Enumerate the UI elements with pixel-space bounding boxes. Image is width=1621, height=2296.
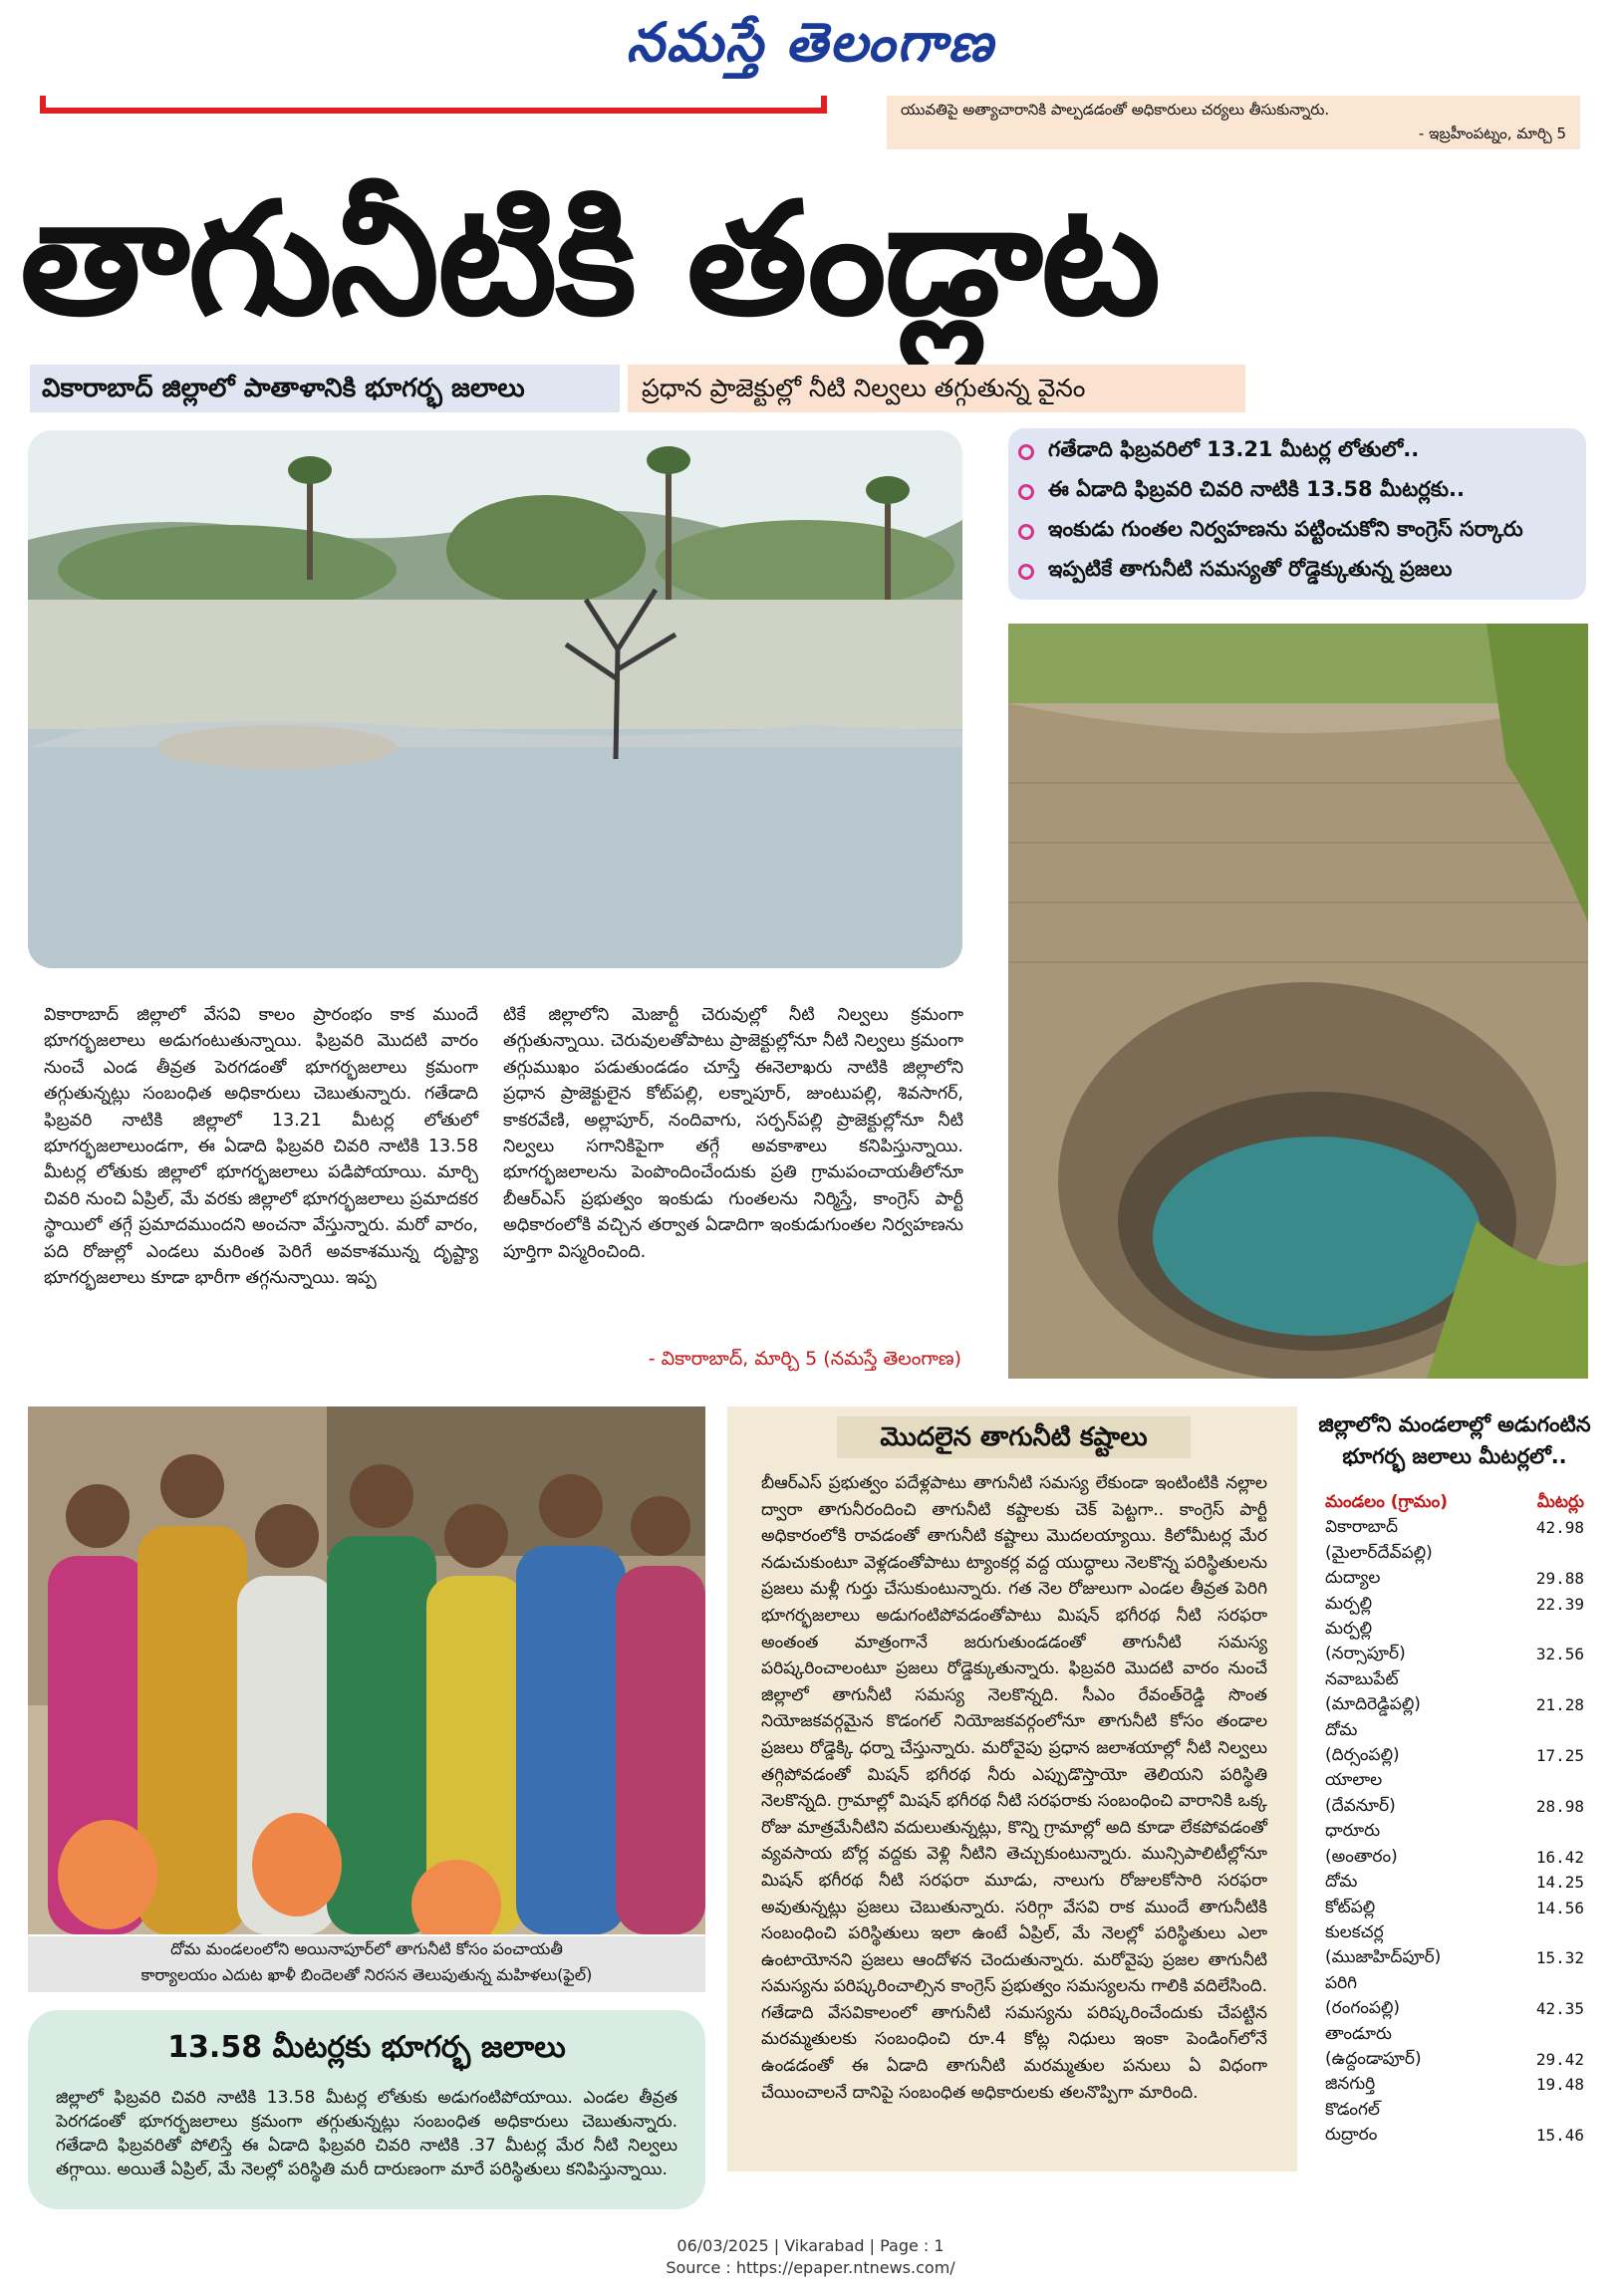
table-header-mandal: మండలం (గ్రామం) [1325, 1492, 1449, 1512]
table-row: (నర్సాపూర్) 32.56 [1325, 1644, 1584, 1664]
top-note-line: యువతిపై అత్యాచారానికి పాల్పడడంతో అధికారులు చర్యలు తీసుకున్నారు. [901, 101, 1330, 119]
highlight-item: గతేడాది ఫిబ్రవరిలో 13.21 మీటర్ల లోతులో.. [1008, 432, 1586, 472]
sidebar-body: బీఆర్‌ఎస్ ప్రభుత్వం పదేళ్లపాటు తాగునీటి సమస్య లేకుండా ఇంటింటికి నల్లాల ద్వారా తాగునీరందించి తాగునీటి కష్టాలకు చెక్ పెట్టగా.. కాంగ్రెస్ పార్టీ అధికారంలోకి రావడంతో తాగునీటి కష్టాలు మొదలయ్యాయి. కిలోమీటర్ల మేర నడుచుకుంటూ వెళ్లడంతోపాటు ట్యాంకర్ల వద్ద యుద్ధాలు నెలకొన్న పరిస్థితులను ప్రజలు మళ్లీ గుర్తు చేసుకుంటున్నారు. గత నెల రోజులుగా ఎండల తీవ్రత పెరిగి భూగర్భజలాలు అడుగంటిపోవడంతోపాటు మిషన్ భగీరథ నీటి సరఫరా అంతంత మాత్రంగానే జరుగుతుండడంతో తాగునీటి సమస్య పరిష్కరించాలంటూ ప్రజలు రోడ్డెక్కుతున్నారు. ఫిబ్రవరి మొదటి వారం నుంచే జిల్లాలో తాగునీటి సమస్య నెలకొన్నది. సీఎం రేవంత్‌రెడ్డి సొంత నియోజకవర్గమైన కొడంగల్ నియోజకవర్గంలోనూ తాగునీటి కోసం తండాల ప్రజలు రోడ్డెక్కి ధర్నా చేస్తున్నారు. మరోవైపు ప్రధాన జలాశయాల్లో నీటి నిల్వలు తగ్గిపోవడంతో మిషన్ భగీరథ నీరు ఎప్పుడొస్తాయో తెలియని పరిస్థితి నెలకొన్నది. గ్రామాల్లో మిషన్ భగీరథ నీటి సరఫరాకు సంబంధించి వారానికి ఒక్క రోజు మాత్రమేనీటిని వదులుతున్నట్లు, కొన్ని గ్రామాల్లో అది కూడా లేకపోవడంతో వ్యవసాయ బోర్ల వద్దకు వెళ్లి నీటిని తెచ్చుకుంటున్నారు. మున్సిపాలిటీల్లోనూ మిషన్ భగీరథ నీటి సరఫరా మూడు, నాలుగు రోజులకోసారి సరఫరా అవుతున్నట్లు ప్రజలు చెబుతున్నారు. సరిగ్గా వేసవి రాక ముందే తాగునీటికి సంబంధించి పరిస్థితులు ఇలా ఉంటే ఏప్రిల్, మే నెలల్లో పరిస్థితులు ఎలా ఉంటాయోనని ప్రజలు ఆందోళన చెందుతున్నారు. మరోవైపు ప్రజల తాగునీటి సమస్యను పరిష్కరించాల్సిన కాంగ్రెస్ ప్రభుత్వం సమస్యలను గాలికి వదిలేసింది. గతేడాది వేసవికాలంలో తాగునీటి సమస్యను పరిష్కరించేందుకు చేపట్టిన మరమ్మతులకు సంబంధించి రూ.4 కోట్ల నిధులు ఇంకా పెండింగ్‌లోనే ఉండడంతో ఈ ఏడాది తాగునీటి మరమ్మతుల పనులు ఏ విధంగా చేయించాలనే దానిపై సంబంధిత అధికారులకు తలనొప్పిగా మారింది. [761, 1473, 1267, 2103]
subhead-right: ప్రధాన ప్రాజెక్టుల్లో నీటి నిల్వలు తగ్గుతున్న వైనం [628, 365, 1245, 412]
caption-line-2: కార్యాలయం ఎదుట ఖాళీ బిందెలతో నిరసన తెలుపుతున్న మహిళలు(ఫైల్) [140, 1965, 593, 1984]
well-photo [1008, 624, 1588, 1379]
top-red-frame [40, 96, 827, 114]
footer-page-info: 06/03/2025 | Vikarabad | Page : 1 [676, 2236, 945, 2255]
headline: తాగునీటికి తండ్లాట [20, 168, 1160, 350]
highlight-item: ఇప్పటికే తాగునీటి సమస్యతో రోడ్డెక్కుతున్న ప్రజలు [1008, 552, 1586, 592]
table-row: (అంతారం) 16.42 [1325, 1846, 1584, 1867]
table-heading: జిల్లాలోని మండలాల్లో అడుగంటిన భూగర్భ జలాలు మీటర్లలో.. [1318, 1412, 1591, 1468]
table-row: నవాబుపేట్ [1325, 1668, 1399, 1689]
bullet-icon [1018, 444, 1034, 460]
groundwater-box-title: 13.58 మీటర్లకు భూగర్భ జలాలు [167, 2030, 566, 2065]
caption-line-1: దోమ మండలంలోని అయినాపూర్‌లో తాగునీటి కోసం పంచాయతీ [170, 1939, 563, 1958]
table-row: (మైలార్‌దేవ్‌పల్లి) [1325, 1542, 1433, 1563]
sidebar-story [727, 1406, 1297, 2171]
table-header-row [1305, 1490, 1604, 1515]
table-row: దుద్యాల 29.88 [1325, 1568, 1584, 1589]
groundwater-box-body: జిల్లాలో ఫిబ్రవరి చివరి నాటికి 13.58 మీటర్ల లోతుకు అడుగంటిపోయాయి. ఎండల తీవ్రత పెరగడంతో భూగర్భజలాలు క్రమంగా తగ్గుతున్నట్లు సంబంధిత అధికారులు చెబుతున్నారు. గతేడాది ఫిబ్రవరితో పోలిస్తే ఈ ఏడాది ఫిబ్రవరి చివరి నాటికి .37 మీటర్ల మేర నీటి నిల్వలు తగ్గాయి. అయితే ఏప్రిల్, మే నెలల్లో పరిస్థితి మరీ దారుణంగా మారే పరిస్థితులు కనిపిస్తున్నాయి. [56, 2088, 677, 2179]
table-row: (దిర్సంపల్లి) 17.25 [1325, 1745, 1584, 1766]
table-row: మర్పల్లి 22.39 [1325, 1593, 1584, 1614]
sidebar-title: మొదలైన తాగునీటి కష్టాలు [837, 1416, 1191, 1458]
article-column-2: టికే జిల్లాలోని మెజార్టీ చెరువుల్లో నీటి నిల్వలు క్రమంగా తగ్గుతున్నాయి. చెరువులతోపాటు ప్రాజెక్టుల్లోనూ నీటి నిల్వలు క్రమంగా తగ్గుముఖం పడుతుండడం చూస్తే ఈనెలాఖరు నాటికి జిల్లాలోని ప్రధాన ప్రాజెక్టులైన కోట్‌పల్లి, లక్నాపూర్, జుంటుపల్లి, శివసాగర్, కాకరవేణి, అల్లాపూర్, నందివాగు, సర్పన్‌పల్లి ప్రాజెక్టుల్లోనూ నీటి నిల్వలు సగానికిపైగా తగ్గే అవకాశాలు కనిపిస్తున్నాయి. భూగర్భజలాలను పెంపొందించేందుకు ప్రతి గ్రామపంచాయతీలోనూ బీఆర్‌ఎస్ ప్రభుత్వం ఇంకుడు గుంతలను నిర్మిస్తే, కాంగ్రెస్ పార్టీ అధికారంలోకి వచ్చిన తర్వాత ఏడాదిగా ఇంకుడుగుంతల నిర్వహణను పూర్తిగా విస్మరించింది. [503, 1005, 963, 1262]
article-dateline: - వికారాబాద్, మార్చి 5 (నమస్తే తెలంగాణ) [648, 1348, 961, 1370]
lake-photo [28, 430, 962, 968]
masthead [0, 0, 1621, 84]
bullet-icon [1018, 564, 1034, 580]
subhead-left: వికారాబాద్ జిల్లాలో పాతాళానికి భూగర్భ జలాలు [30, 365, 620, 412]
table-row: (రంగంపల్లి) 42.35 [1325, 1998, 1584, 2019]
footer-source: Source : https://epaper.ntnews.com/ [666, 2258, 955, 2277]
groundwater-table [1305, 1408, 1604, 2149]
bullet-icon [1018, 524, 1034, 540]
article-column-1: వికారాబాద్ జిల్లాలో వేసవి కాలం ప్రారంభం కాక ముందే భూగర్భజలాలు అడుగంటుతున్నాయి. ఫిబ్రవరి మొదటి వారం నుంచే ఎండ తీవ్రత పెరగడంతో భూగర్భజలాలు క్రమంగా తగ్గుతున్నట్లు సంబంధిత అధికారులు చెబుతున్నారు. గతేడాది ఫిబ్రవరి నాటికి జిల్లాలో 13.21 మీటర్ల లోతులో భూగర్భజలాలుండగా, ఈ ఏడాది ఫిబ్రవరి చివరి నాటికి 13.58 మీటర్ల లోతుకు జిల్లాలో భూగర్భజలాలు పడిపోయాయి. మార్చి చివరి నుంచి ఏప్రిల్, మే వరకు జిల్లాలో భూగర్భజలాలు ప్రమాదకర స్థాయిలో తగ్గే ప్రమాదముందని అంచనా వేస్తున్నారు. మరో వారం, పది రోజుల్లో ఎండలు మరింత పెరిగే అవకాశమున్న దృష్ట్యా భూగర్భజలాలు కూడా భారీగా తగ్గనున్నాయి. ఇప్ప [44, 1005, 478, 1289]
protest-photo [28, 1406, 705, 1934]
photo-caption [28, 1936, 705, 1992]
top-note [887, 96, 1580, 149]
masthead-title: నమస్తే తెలంగాణ [626, 10, 995, 74]
table-row: (దేవనూర్) 28.98 [1325, 1795, 1584, 1816]
table-body [1305, 1515, 1604, 2148]
table-row: వికారాబాద్ 42.98 [1325, 1517, 1584, 1538]
table-header-meters: మీటర్లు [1536, 1492, 1584, 1512]
table-row: (ఉద్దండాపూర్) 29.42 [1325, 2048, 1584, 2069]
table-row: దోమ 14.25 [1325, 1872, 1584, 1893]
page-footer [0, 2235, 1621, 2279]
table-row: కులకచర్ల [1325, 1921, 1384, 1942]
table-row: పరిగి [1325, 1972, 1358, 1993]
table-row: మర్పల్లి [1325, 1619, 1373, 1640]
highlight-item: ఈ ఏడాది ఫిబ్రవరి చివరి నాటికి 13.58 మీటర్లకు.. [1008, 472, 1586, 512]
highlights-box [1008, 428, 1586, 600]
table-row: కోట్‌పల్లి 14.56 [1325, 1897, 1584, 1917]
table-row: దోమ [1325, 1719, 1358, 1740]
table-row: (మాదిరెడ్డిపల్లి) 21.28 [1325, 1694, 1584, 1715]
groundwater-box [28, 2010, 705, 2209]
table-row: (ముజాహిద్‌పూర్) 15.32 [1325, 1947, 1584, 1968]
table-row: యాలాల [1325, 1770, 1383, 1791]
table-row: జినగుర్తి 19.48 [1325, 2074, 1584, 2095]
highlight-item: ఇంకుడు గుంతల నిర్వహణను పట్టించుకోని కాంగ్రెస్ సర్కారు [1008, 512, 1586, 552]
table-row: రుద్రారం 15.46 [1325, 2125, 1584, 2146]
table-row: తాండూరు [1325, 2023, 1392, 2044]
table-row: ధారూరు [1325, 1821, 1381, 1842]
table-row: కొడంగల్ [1325, 2099, 1380, 2120]
bullet-icon [1018, 484, 1034, 500]
top-note-signature: - ఇబ్రహీంపట్నం, మార్చి 5 [1418, 125, 1566, 142]
